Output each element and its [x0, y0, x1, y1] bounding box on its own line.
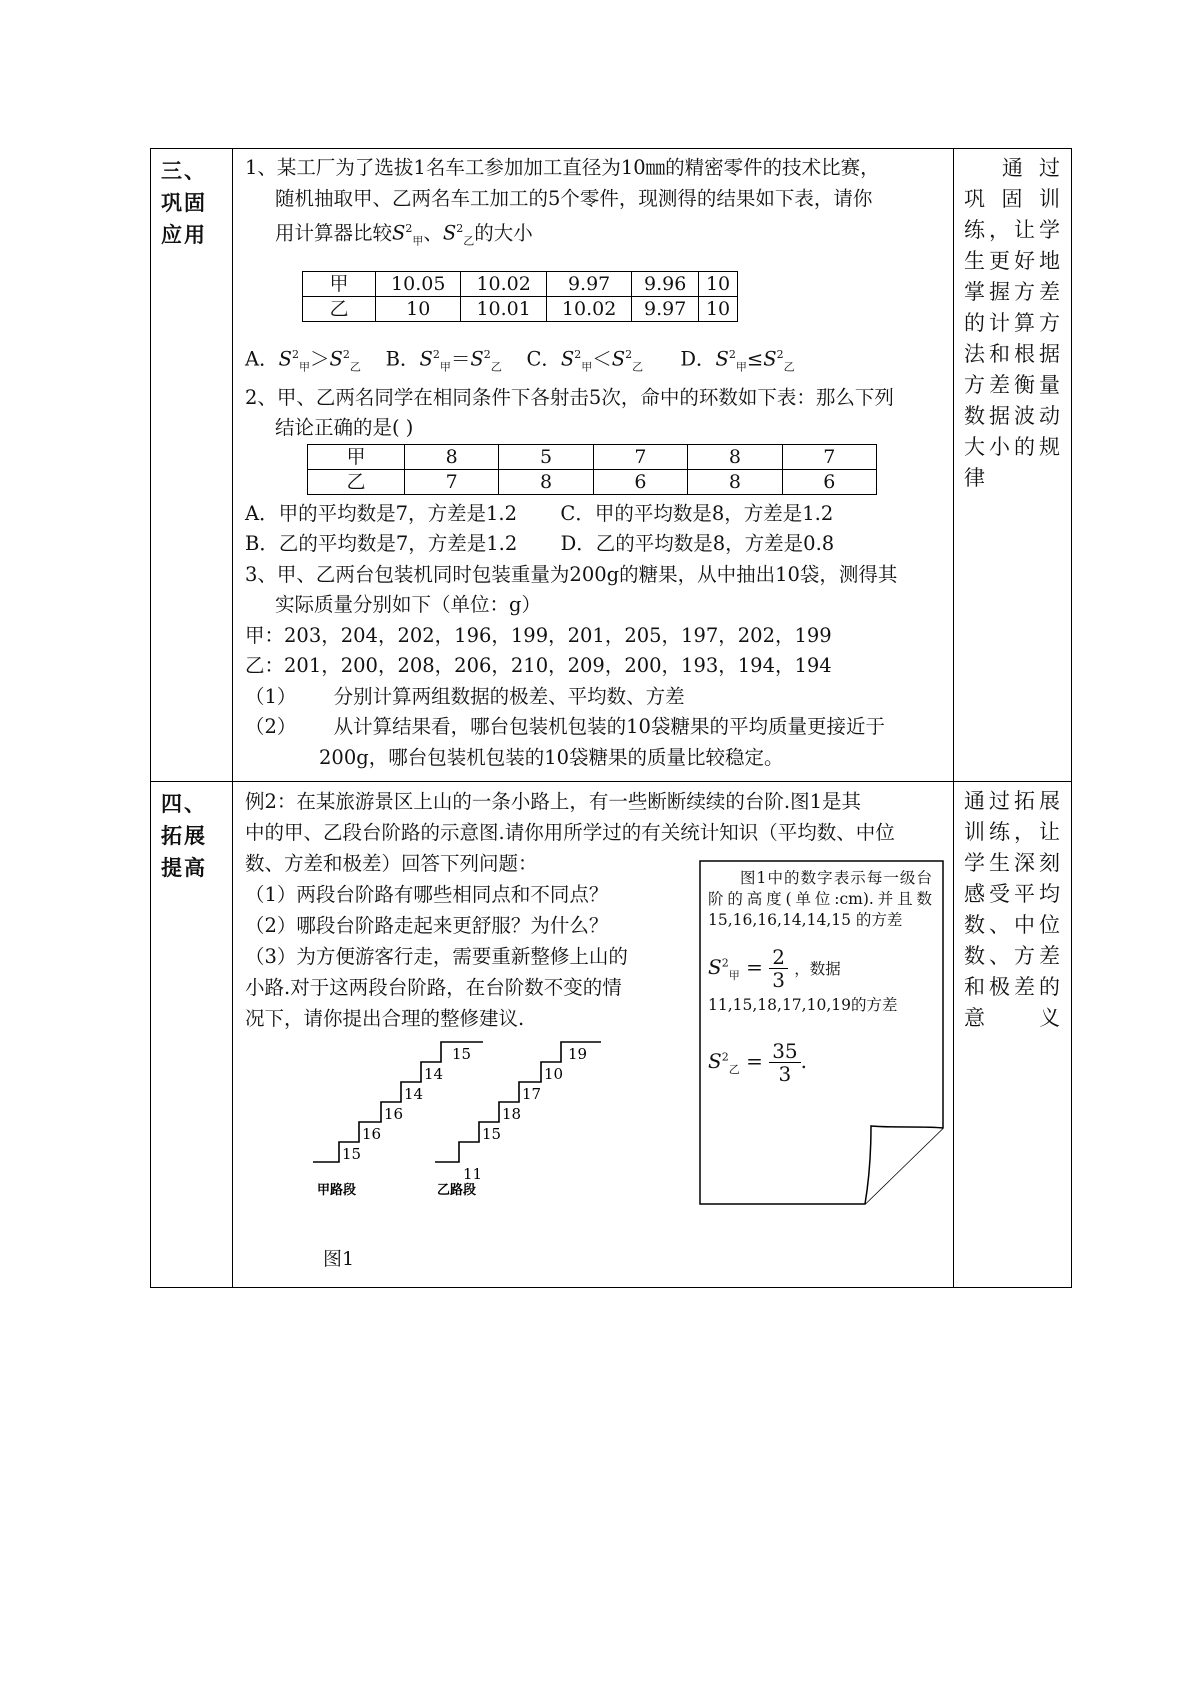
step-label-b: 15 — [482, 1125, 502, 1144]
stairs-figure — [313, 1032, 633, 1212]
q3-sub2: （2） 从计算结果看，哪台包装机包装的10袋糖果的平均质量更接近于 — [245, 715, 885, 739]
ex2-line2: 中的甲、乙段台阶路的示意图.请你用所学过的有关统计知识（平均数、中位 — [245, 821, 895, 845]
section-content-cell — [233, 782, 954, 1288]
q2-line1: 2、甲、乙两名同学在相同条件下各射击5次，命中的环数如下表：那么下列 — [245, 385, 894, 409]
q3-sub1: （1） 分别计算两组数据的极差、平均数、方差 — [245, 684, 685, 708]
path-b-label: 乙路段 — [437, 1183, 477, 1199]
variance-jia: $S^2_甲$ = $\frac{2}{3}$ ，数据11,15,18,17,10,19的方差 — [708, 945, 898, 1015]
ex2-q3c: 况下，请你提出合理的整修建议. — [245, 1007, 525, 1031]
section-notes: 通过拓展训练，让学生深刻感受平均数、中位数、方差和极差的意义 — [964, 789, 1061, 1031]
step-label-b: 10 — [544, 1065, 564, 1084]
step-label-b: 11 — [463, 1165, 483, 1184]
ex2-q3a: （3）为方便游客行走，需要重新整修上山的 — [245, 945, 628, 969]
q3-line2: 实际质量分别如下（单位：g） — [275, 593, 541, 617]
section-notes: 通过巩固训练，让学生更好地掌握方差的计算方法和根据方差衡量数据波动大小的规律 — [964, 156, 1061, 490]
step-label-a: 16 — [384, 1105, 404, 1124]
section-row-consolidate — [151, 149, 1072, 782]
table-row: 乙 10 10.01 10.02 9.97 10 — [303, 296, 738, 321]
q3-sub2-cont: 200g，哪台包装机包装的10袋糖果的质量比较稳定。 — [319, 745, 784, 769]
step-label-a: 16 — [362, 1125, 382, 1144]
section-notes-cell — [954, 782, 1072, 1288]
ex2-q2: （2）哪段台阶路走起来更舒服？为什么？ — [245, 914, 609, 938]
table-row: 乙 7 8 6 8 6 — [308, 469, 877, 494]
q1-options: A．$S^2_甲>S^2_乙$ B．$S^2_甲=S^2_乙$ C．$S^2_甲<S^2_乙$ D．$S^2_甲\le S^2_乙$ — [245, 347, 795, 374]
section-title-cell — [151, 782, 233, 1288]
section-notes-cell — [954, 149, 1072, 782]
ex2-q1: （1）两段台阶路有哪些相同点和不同点？ — [245, 883, 609, 907]
step-label-b: 18 — [502, 1105, 522, 1124]
q1-line3: 用计算器比较$S^2_甲$、$S^2_乙$的大小 — [275, 221, 533, 248]
ex2-q3b: 小路.对于这两段台阶路，在台阶数不变的情 — [245, 976, 622, 1000]
q1-line1: 1、某工厂为了选拔1名车工参加加工直径为10㎜的精密零件的技术比赛， — [245, 156, 880, 179]
step-label-b: 19 — [568, 1045, 588, 1064]
table-row: 甲 8 5 7 8 7 — [308, 444, 877, 469]
lesson-table — [150, 148, 1072, 1288]
path-a-label: 甲路段 — [317, 1183, 357, 1199]
note-box — [699, 860, 945, 1206]
section-content-cell — [233, 149, 954, 782]
step-label-b: 17 — [522, 1085, 542, 1104]
q3-data-jia: 甲：203，204，202，196，199，201，205，197，202，199 — [245, 623, 832, 647]
figure-caption: 图1 — [323, 1248, 355, 1271]
ex2-line1: 例2：在某旅游景区上山的一条小路上，有一些断断续续的台阶.图1是其 — [245, 790, 862, 814]
q1-line2: 随机抽取甲、乙两名车工加工的5个零件，现测得的结果如下表，请你 — [275, 186, 873, 210]
section-title: 四、拓展提高 — [161, 791, 207, 881]
q2-data-table — [307, 444, 877, 495]
q2-options-ac: A．甲的平均数是7，方差是1.2 C．甲的平均数是8，方差是1.2 — [245, 501, 834, 525]
note-text-1: 图1中的数字表示每一级台阶的高度(单位:cm).并且数15,16,16,14,14,15 的方差 — [708, 869, 932, 930]
section-row-extend — [151, 782, 1072, 1288]
section-title-cell — [151, 149, 233, 782]
table-row: 甲 10.05 10.02 9.97 9.96 10 — [303, 271, 738, 296]
step-label-a: 14 — [424, 1065, 444, 1084]
step-label-a: 15 — [452, 1045, 472, 1064]
variance-yi: $S^2_乙$ = $\frac{35}{3}$ . — [708, 1039, 807, 1087]
q1-data-table — [302, 271, 738, 322]
step-label-a: 14 — [404, 1085, 424, 1104]
q2-options-bd: B．乙的平均数是7，方差是1.2 D．乙的平均数是8，方差是0.8 — [245, 532, 835, 556]
q3-data-yi: 乙：201，200，208，206，210，209，200，193，194，194 — [245, 654, 832, 678]
q2-line2: 结论正确的是( ) — [275, 416, 414, 440]
ex2-line3: 数、方差和极差）回答下列问题： — [245, 852, 538, 876]
step-label-a: 15 — [342, 1145, 362, 1164]
section-title: 三、巩固应用 — [161, 158, 207, 247]
q3-line1: 3、甲、乙两台包装机同时包装重量为200g的糖果，从中抽出10袋，测得其 — [245, 562, 898, 586]
